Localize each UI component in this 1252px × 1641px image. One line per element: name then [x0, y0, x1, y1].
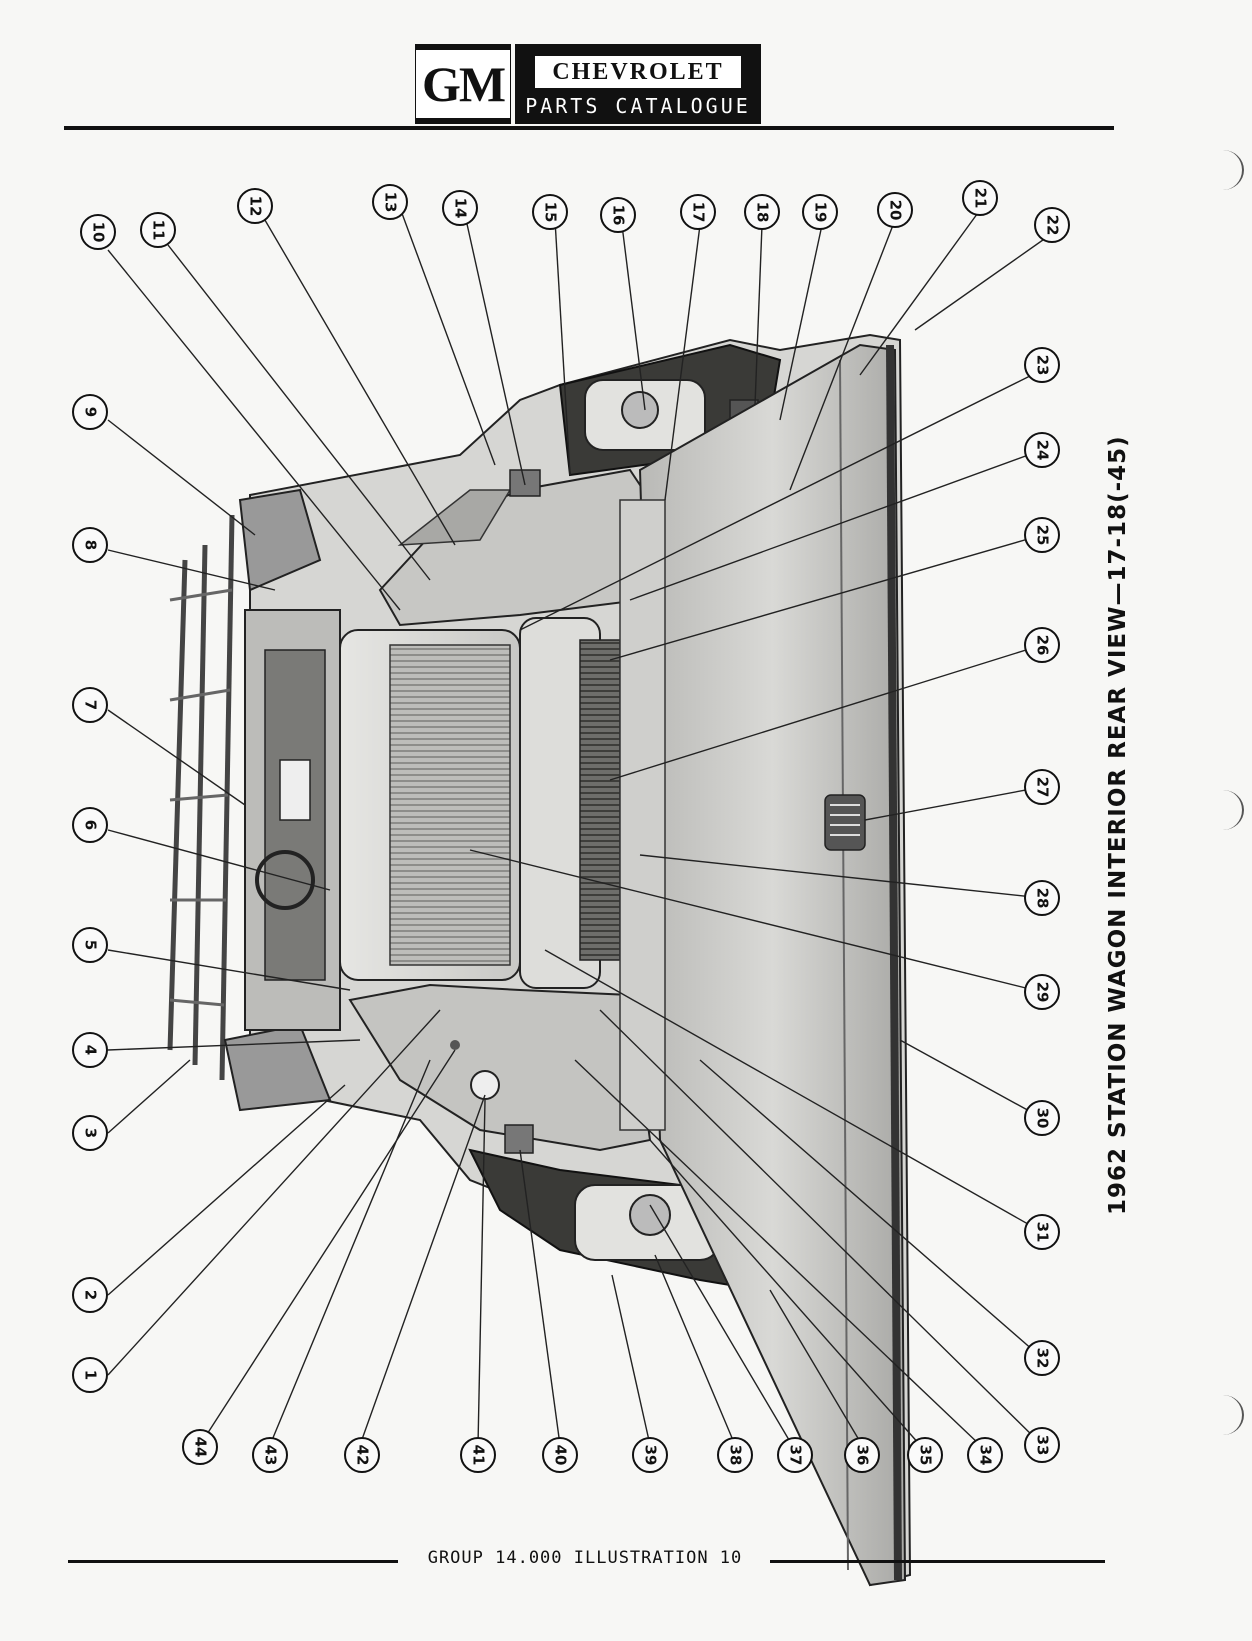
callout-17: 17 [680, 194, 716, 230]
callout-8: 8 [72, 527, 108, 563]
callout-9: 9 [72, 394, 108, 430]
callout-7: 7 [72, 687, 108, 723]
callout-43: 43 [252, 1437, 288, 1473]
callout-35: 35 [907, 1437, 943, 1473]
footer-rule-left [68, 1560, 398, 1563]
callout-30: 30 [1024, 1100, 1060, 1136]
callout-4: 4 [72, 1032, 108, 1068]
callout-2: 2 [72, 1277, 108, 1313]
callout-29: 29 [1024, 974, 1060, 1010]
callout-20: 20 [877, 192, 913, 228]
callout-27: 27 [1024, 769, 1060, 805]
callout-13: 13 [372, 184, 408, 220]
callout-19: 19 [802, 194, 838, 230]
callout-38: 38 [717, 1437, 753, 1473]
callout-5: 5 [72, 927, 108, 963]
callout-28: 28 [1024, 880, 1060, 916]
callout-12: 12 [237, 188, 273, 224]
callout-37: 37 [777, 1437, 813, 1473]
callout-10: 10 [80, 214, 116, 250]
callout-24: 24 [1024, 432, 1060, 468]
callout-26: 26 [1024, 627, 1060, 663]
callout-15: 15 [532, 194, 568, 230]
callout-34: 34 [967, 1437, 1003, 1473]
callout-11: 11 [140, 212, 176, 248]
callout-14: 14 [442, 190, 478, 226]
footer-text: GROUP 14.000 ILLUSTRATION 10 [427, 1548, 743, 1568]
callout-25: 25 [1024, 517, 1060, 553]
illustration-caption: 1962 STATION WAGON INTERIOR REAR VIEW—17-18(-45) [1105, 435, 1131, 1215]
catalogue-subtitle: PARTS CATALOGUE [525, 94, 751, 118]
callout-32: 32 [1024, 1340, 1060, 1376]
callout-22: 22 [1034, 207, 1070, 243]
callout-36: 36 [844, 1437, 880, 1473]
brand-name: CHEVROLET [535, 56, 741, 88]
callout-16: 16 [600, 197, 636, 233]
callout-42: 42 [344, 1437, 380, 1473]
callout-21: 21 [962, 180, 998, 216]
callout-44: 44 [182, 1429, 218, 1465]
callout-39: 39 [632, 1437, 668, 1473]
callout-41: 41 [460, 1437, 496, 1473]
callout-1: 1 [72, 1357, 108, 1393]
callout-6: 6 [72, 807, 108, 843]
callout-23: 23 [1024, 347, 1060, 383]
footer-rule-right [770, 1560, 1105, 1563]
callout-18: 18 [744, 194, 780, 230]
callout-33: 33 [1024, 1427, 1060, 1463]
callout-31: 31 [1024, 1214, 1060, 1250]
callout-40: 40 [542, 1437, 578, 1473]
gm-logo-text: GM [416, 50, 510, 118]
callout-3: 3 [72, 1115, 108, 1151]
